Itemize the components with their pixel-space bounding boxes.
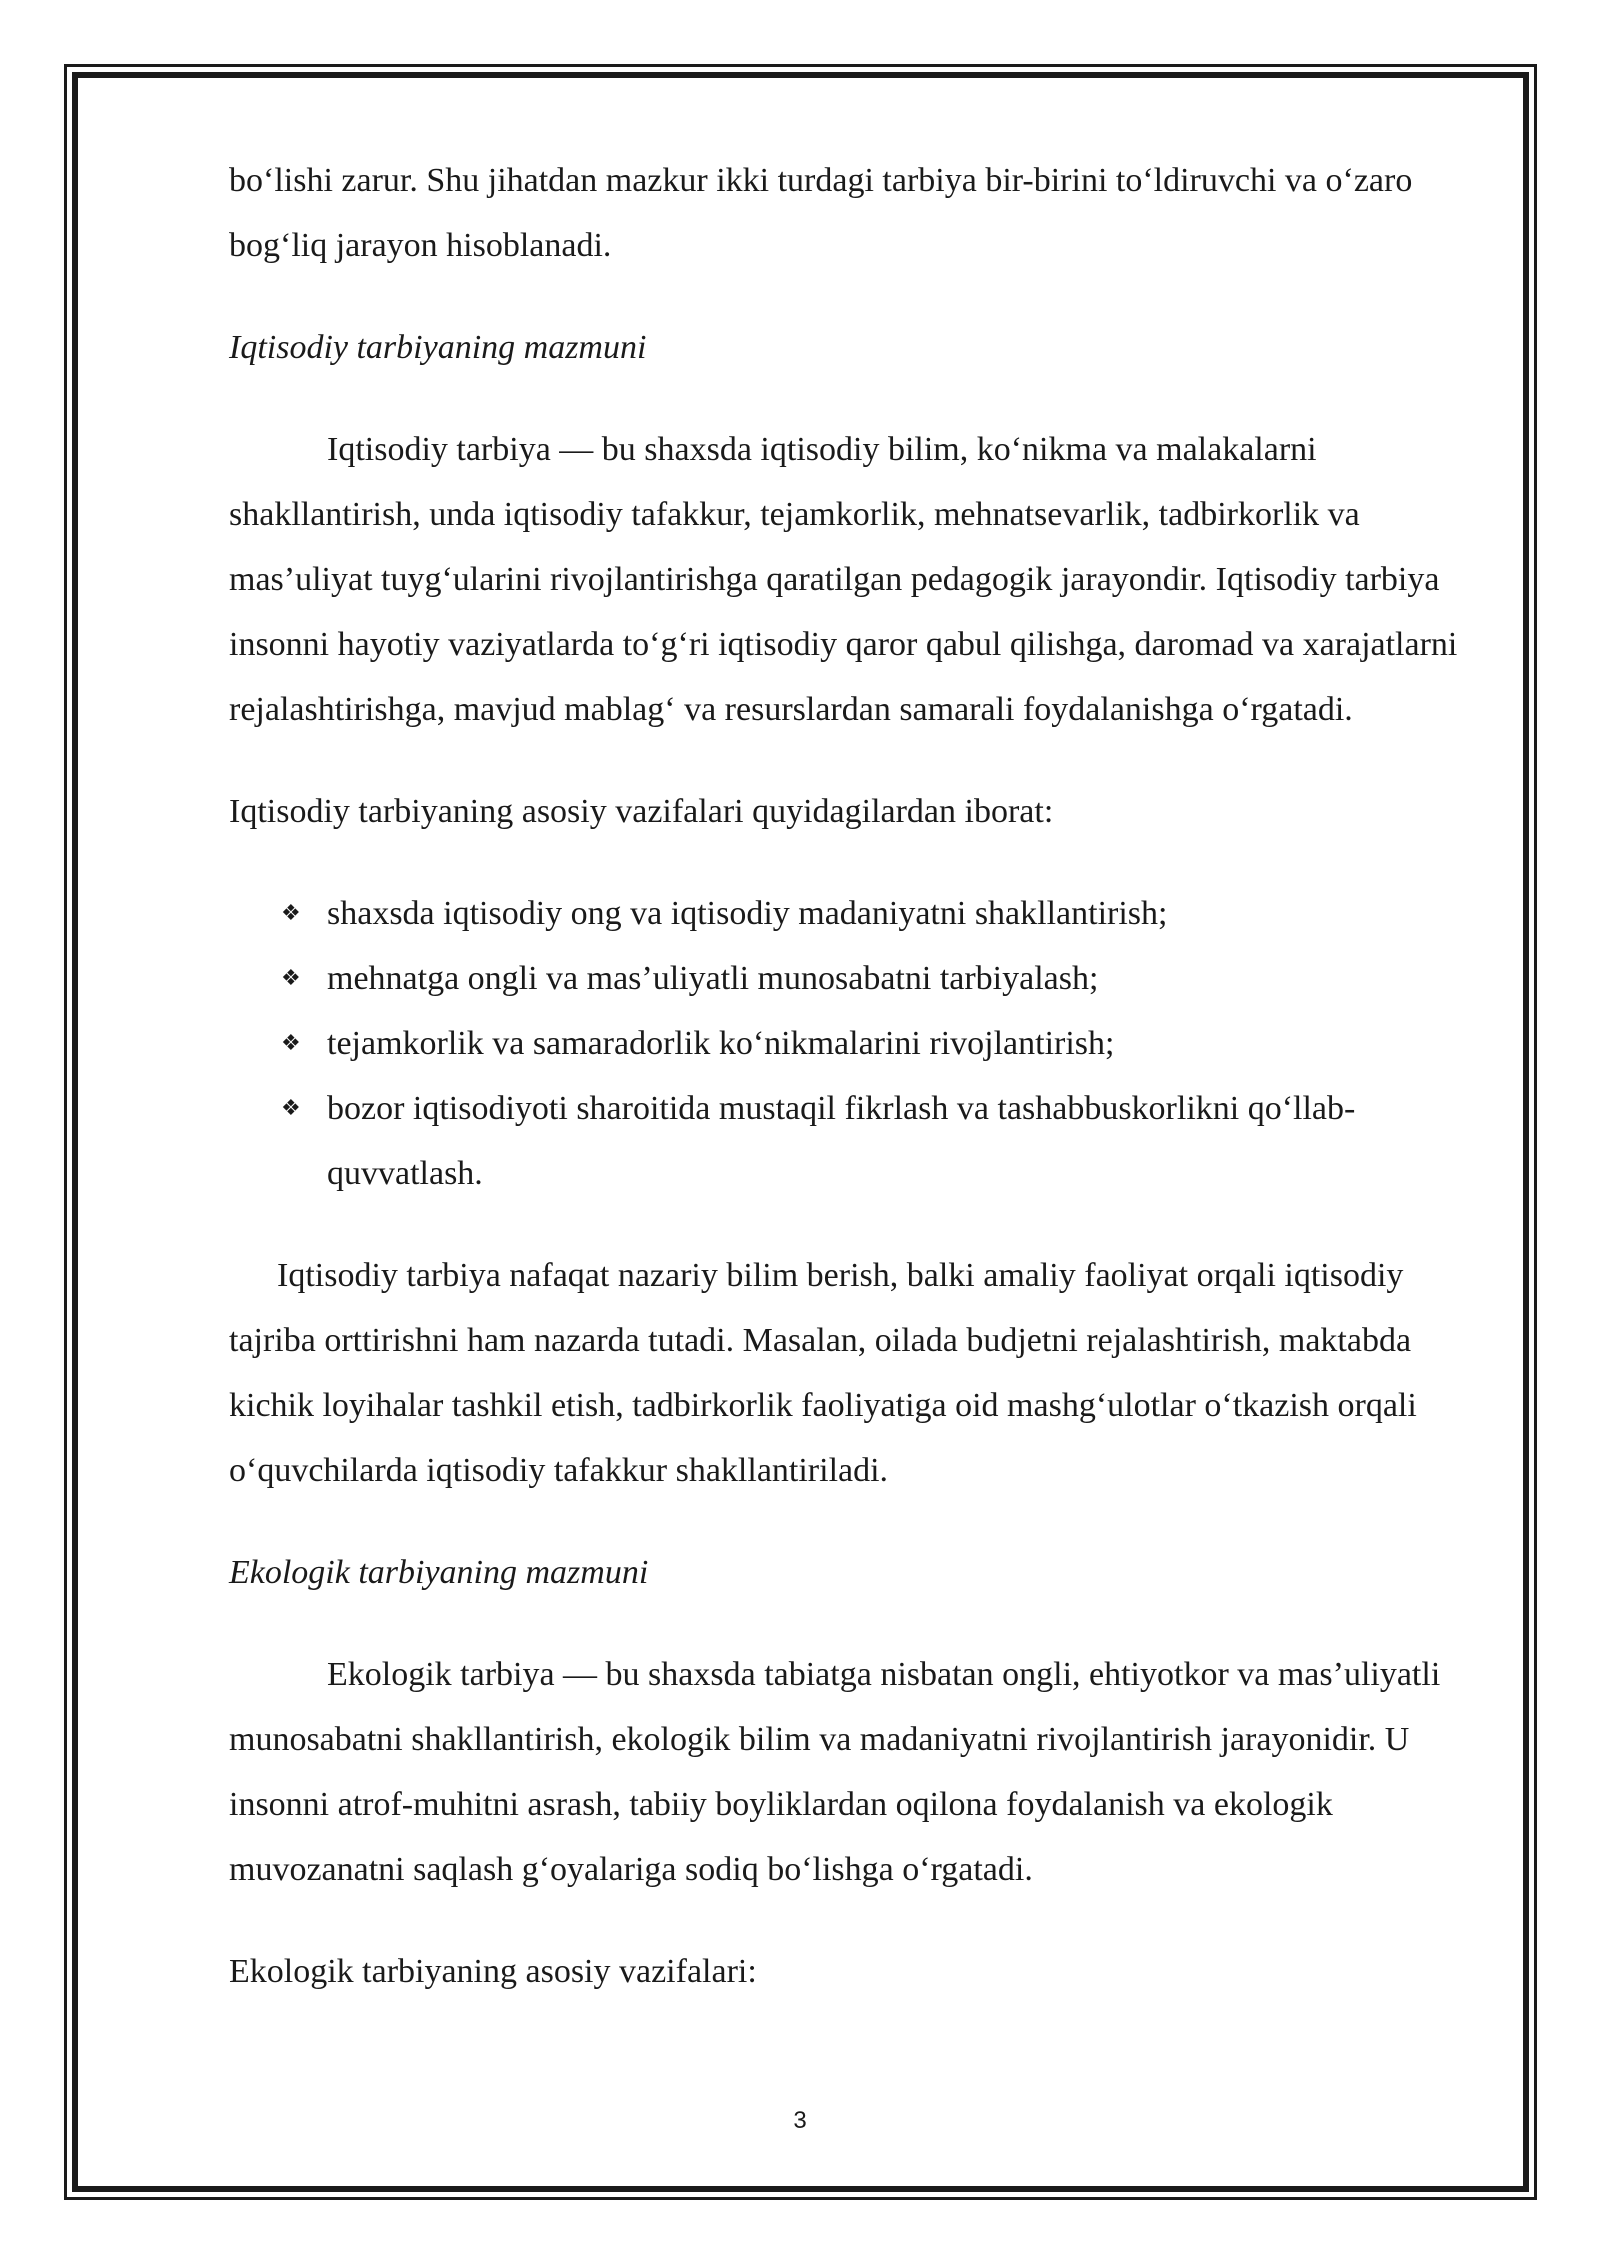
page-body [229,148,1485,2004]
page-number: 3 [793,2107,807,2134]
ekologik-tasks-intro: Ekologik tarbiyaning asosiy vazifalari: [229,1953,757,1990]
ekologik-definition-paragraph: Ekologik tarbiya — bu shaxsda tabiatga nisbatan ongli, ehtiyotkor va mas’uliyatli munosabatni shakllantirish, ekologik bilim va madaniyatni rivojlantirish jarayonidir. U insonni atrof-muhitni asrash, tabiiy boyliklardan oqilona foydalanish va ekologik muvozanatni saqlash g‘oyalariga sodiq bo‘lishga o‘rgatadi. [229,1656,1441,1888]
continuation-paragraph: bo‘lishi zarur. Shu jihatdan mazkur ikki turdagi tarbiya bir-birini to‘ldiruvchi va o‘zaro bog‘liq jarayon hisoblanadi. [229,162,1413,264]
diamond-bullet-icon: ❖ [281,1096,301,1121]
diamond-bullet-icon: ❖ [281,901,301,926]
list-item [229,881,1485,946]
list-item [229,946,1485,1011]
diamond-bullet-icon: ❖ [281,1031,301,1056]
list-item-text: mehnatga ongli va mas’uliyatli munosabatni tarbiyalash; [327,960,1099,997]
list-item-text: bozor iqtisodiyoti sharoitida mustaqil fikrlash va tashabbuskorlikni qo‘llab-quvvatlash. [327,1090,1356,1192]
iqtisodiy-definition-paragraph: Iqtisodiy tarbiya — bu shaxsda iqtisodiy bilim, ko‘nikma va malakalarni shakllantirish, unda iqtisodiy tafakkur, tejamkorlik, mehnatsevarlik, tadbirkorlik va mas’uliyat tuyg‘ularini rivojlantirishga qaratilgan pedagogik jarayondir. Iqtisodiy tarbiya insonni hayotiy vaziyatlarda to‘g‘ri iqtisodiy qaror qabul qilishga, daromad va xarajatlarni rejalashtirishga, mavjud mablag‘ va resurslardan samarali foydalanishga o‘rgatadi. [229,431,1458,728]
section-heading-iqtisodiy: Iqtisodiy tarbiyaning mazmuni [229,329,647,366]
iqtisodiy-closing-paragraph: Iqtisodiy tarbiya nafaqat nazariy bilim berish, balki amaliy faoliyat orqali iqtisodiy tajriba orttirishni ham nazarda tutadi. Masalan, oilada budjetni rejalashtirish, maktabda kichik loyihalar tashkil etish, tadbirkorlik faoliyatiga oid mashg‘ulotlar o‘tkazish orqali o‘quvchilarda iqtisodiy tafakkur shakllantiriladi. [229,1257,1417,1489]
iqtisodiy-tasks-list [229,881,1485,1206]
list-item-text: shaxsda iqtisodiy ong va iqtisodiy madaniyatni shakllantirish; [327,895,1168,932]
list-item [229,1076,1485,1206]
list-item-text: tejamkorlik va samaradorlik ko‘nikmalarini rivojlantirish; [327,1025,1115,1062]
diamond-bullet-icon: ❖ [281,966,301,991]
section-heading-ekologik: Ekologik tarbiyaning mazmuni [229,1554,649,1591]
iqtisodiy-tasks-intro: Iqtisodiy tarbiyaning asosiy vazifalari quyidagilardan iborat: [229,793,1054,830]
list-item [229,1011,1485,1076]
